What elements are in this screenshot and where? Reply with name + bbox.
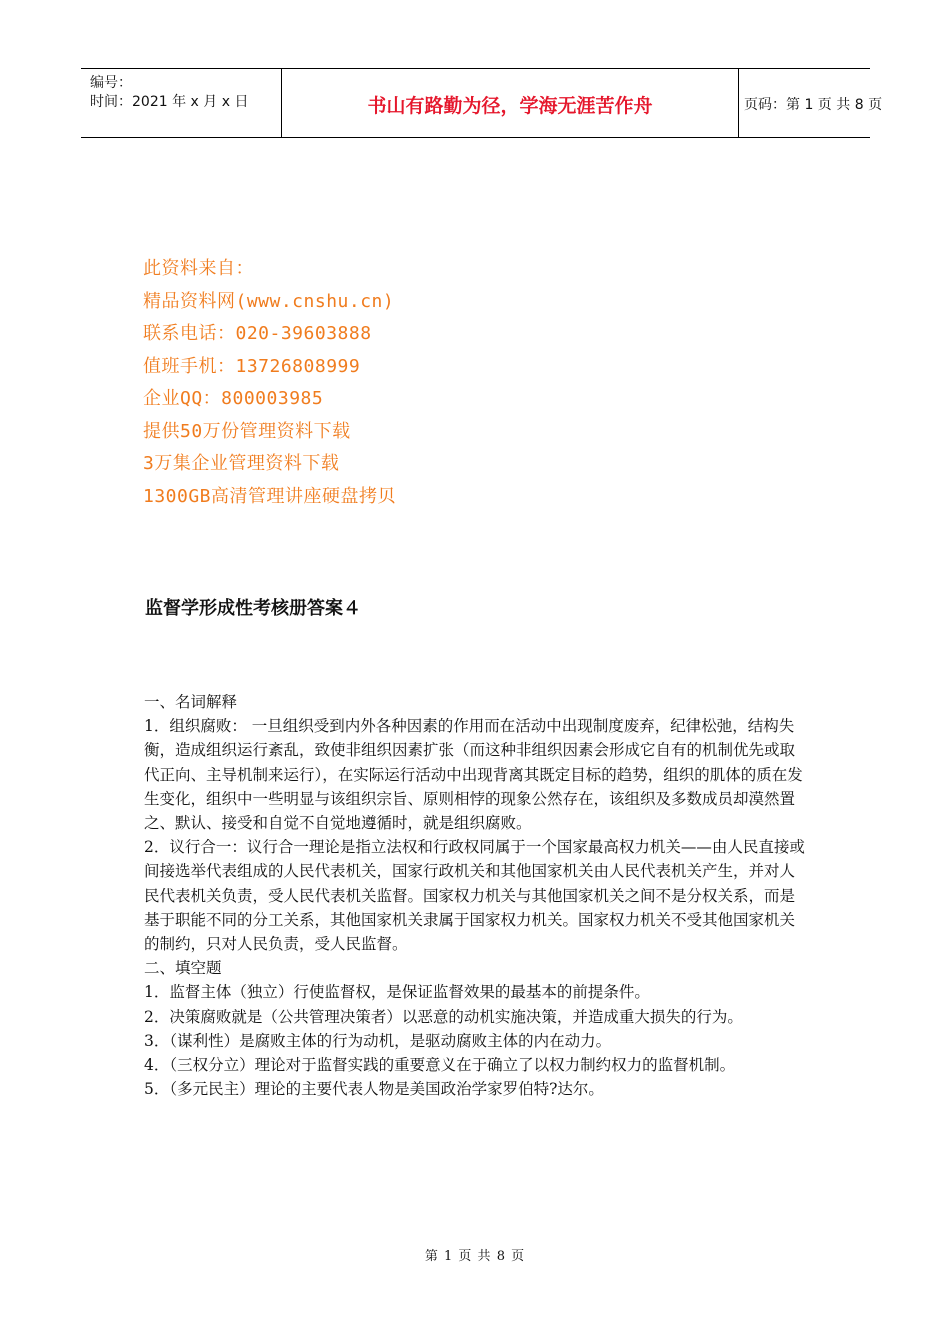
number-label: 编号： [90, 75, 132, 91]
promo-line: 联系电话：020-39603888 [143, 323, 372, 344]
definition-paragraph: 2．议行合一：议行合一理论是指立法权和行政权同属于一个国家最高权力机关——由人民直接或间接选举代表组成的人民代表机关，国家行政机关和其他国家机关由人民代表机关产生，并对人民代表机关负责，受人民代表机关监督。国家权力机关与其他国家机关之间不是分权关系，而是基于职能不同的分工关系，其他国家机关隶属于国家权力机关。国家权力机关不受其他国家机关的制约，只对人民负责，受人民监督。 [144, 838, 805, 954]
promo-line: 提供50万份管理资料下载 [143, 420, 351, 442]
page-label: 页码：第 1 页 共 8 页 [744, 97, 883, 113]
fill-blank-item: 5．（多元民主）理论的主要代表人物是美国政治学家罗伯特?达尔。 [144, 1080, 604, 1099]
promo-line: 此资料来自： [143, 258, 254, 279]
motto: 书山有路勤为径，学海无涯苦作舟 [367, 95, 653, 117]
fill-blank-item: 1．监督主体（独立）行使监督权，是保证监督效果的最基本的前提条件。 [144, 983, 650, 1002]
page-footer: 第 1 页 共 8 页 [424, 1249, 526, 1264]
promo-line: 1300GB高清管理讲座硬盘拷贝 [143, 485, 397, 507]
document-title: 监督学形成性考核册答案４ [145, 598, 361, 619]
promo-line: 值班手机：13726808999 [143, 355, 361, 377]
fill-blank-item: 4．（三权分立）理论对于监督实践的重要意义在于确立了以权力制约权力的监督机制。 [144, 1056, 736, 1075]
header-page-cell [738, 69, 883, 137]
header-table [81, 68, 883, 138]
fill-blank-item: 3．（谋利性）是腐败主体的行为动机，是驱动腐败主体的内在动力。 [144, 1031, 612, 1050]
promo-block [143, 253, 396, 513]
promo-line: 精品资料网(www.cnshu.cn) [143, 290, 395, 312]
fill-blank-item: 2．决策腐败就是（公共管理决策者）以恶意的动机实施决策，并造成重大损失的行为。 [144, 1007, 743, 1026]
document-body [144, 690, 809, 1101]
time-label: 时间：2021 年 x 月 x 日 [90, 94, 249, 110]
promo-line: 企业QQ：800003985 [143, 388, 324, 409]
section-heading: 一、名词解释 [144, 693, 238, 711]
header-motto-cell [281, 69, 739, 137]
definition-paragraph: 1．组织腐败： 一旦组织受到内外各种因素的作用而在活动中出现制度废弃，纪律松弛，结构失衡，造成组织运行紊乱，致使非组织因素扩张（而这种非组织因素会形成它自有的机制优先或取代正向、主导机制来运行），在实际运行活动中出现背离其既定目标的趋势，组织的肌体的质在发生变化，组织中一些明显与该组织宗旨、原则相悖的现象公然存在，该组织及多数成员却漠然置之、默认、接受和自觉不自觉地遵循时，就是组织腐败。 [144, 717, 803, 833]
section-heading: 二、填空题 [144, 959, 222, 978]
promo-line: 3万集企业管理资料下载 [143, 453, 340, 474]
header-meta-cell [81, 69, 281, 137]
